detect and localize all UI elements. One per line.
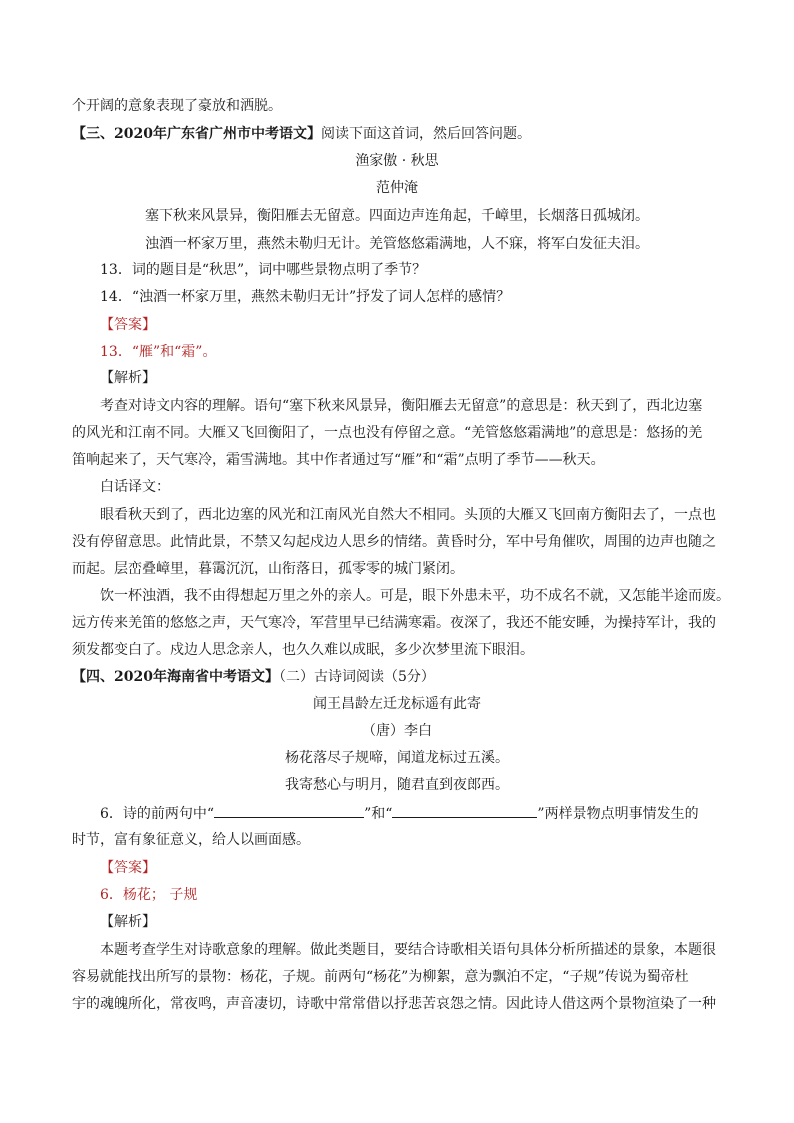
question-6-continued: 时节，富有象征意义，给人以画面感。 xyxy=(72,832,310,848)
poem-title: 渔家傲 · 秋思 xyxy=(355,153,439,169)
translation-text: 眼看秋天到了，西北边塞的风光和江南风光自然大不相同。头顶的大雁又飞回南方衡阳去了，一点也 xyxy=(100,507,716,523)
section-heading xyxy=(72,124,531,144)
poem-title: 闻王昌龄左迁龙标遥有此寄 xyxy=(313,696,481,712)
answer-blank-1[interactable] xyxy=(214,803,364,818)
question-14: 14．“浊酒一杯家万里，燕然未勒归无计”抒发了词人怎样的感情？ xyxy=(100,289,511,305)
poem-verse: 塞下秋来风景异，衡阳雁去无留意。四面边声连角起，千嶂里，长烟落日孤城闭。 xyxy=(145,208,649,224)
poem-verse: 浊酒一杯家万里，燕然未勒归无计。羌管悠悠霜满地，人不寐，将军白发征夫泪。 xyxy=(145,236,649,252)
question-13: 13．词的题目是“秋思”，词中哪些景物点明了季节？ xyxy=(100,262,427,278)
analysis-text: 考查对诗文内容的理解。语句“塞下秋来风景异，衡阳雁去无留意”的意思是：秋天到了，西北边塞 xyxy=(100,398,703,414)
analysis-text: 笛响起来了，天气寒冷，霜雪满地。其中作者通过写“雁”和“霜”点明了季节——秋天。 xyxy=(72,452,605,468)
answer-label: 【答案】 xyxy=(100,860,156,876)
answer-blank-2[interactable] xyxy=(392,803,537,818)
answer-label: 【答案】 xyxy=(100,317,156,333)
analysis-text: 容易就能找出所写的景物：杨花，子规。前两句“杨花”为柳絮，意为飘泊不定，“子规”传说为蜀帝杜 xyxy=(72,969,689,985)
analysis-text: 本题考查学生对诗歌意象的理解。做此类题目，要结合诗歌相关语句具体分析所描述的景象，本题很 xyxy=(100,942,716,958)
analysis-text: 宇的魂魄所化，常夜鸣，声音凄切，诗歌中常常借以抒悲苦哀怨之情。因此诗人借这两个景物渲染了一种 xyxy=(72,996,716,1012)
question-6: 6．诗的前两句中“ ”和“ ”两样景物点明事情发生的 xyxy=(100,803,699,824)
poem-author: （唐）李白 xyxy=(362,723,432,739)
translation-text: 没有停留意思。此情此景，不禁又勾起戍边人思乡的情绪。黄昏时分，军中号角催吹，周围的边声也随之 xyxy=(72,534,716,550)
translation-text: 远方传来羌笛的悠悠之声，天气寒冷，军营里早已结满寒霜。夜深了，我还不能安睡，为操持军计，我的 xyxy=(72,615,716,631)
poem-verse: 杨花落尽子规啼，闻道龙标过五溪。 xyxy=(285,750,509,766)
analysis-text: 的风光和江南不同。大雁又飞回衡阳了，一点也没有停留之意。“羌管悠悠霜满地”的意思是：悠扬的羌 xyxy=(72,425,703,441)
answer-text: 13．“雁”和“霜”。 xyxy=(100,344,217,360)
section-heading xyxy=(72,667,435,687)
translation-text: 而起。层峦叠嶂里，暮霭沉沉，山衔落日，孤零零的城门紧闭。 xyxy=(72,561,464,577)
analysis-label: 【解析】 xyxy=(100,914,156,930)
poem-author: 范仲淹 xyxy=(376,180,418,196)
translation-label: 白话译文： xyxy=(100,479,170,495)
translation-text: 饮一杯浊酒，我不由得想起万里之外的亲人。可是，眼下外患未平，功不成名不就，又怎能半途而废。 xyxy=(100,588,730,604)
translation-text: 须发都变白了。戍边人思念亲人，也久久难以成眠，多少次梦里流下眼泪。 xyxy=(72,642,534,658)
section-source: 【四、2020年海南省中考语文】 xyxy=(72,669,279,685)
section-instruction: 阅读下面这首词，然后回答问题。 xyxy=(320,126,531,142)
text-line: 个开阔的意象表现了豪放和洒脱。 xyxy=(72,98,282,114)
section-instruction: （二）古诗词阅读（5分） xyxy=(278,669,435,685)
section-source: 【三、2020年广东省广州市中考语文】 xyxy=(72,126,321,142)
poem-verse: 我寄愁心与明月，随君直到夜郎西。 xyxy=(285,777,509,793)
analysis-label: 【解析】 xyxy=(100,370,156,386)
answer-text: 6．杨花； 子规 xyxy=(100,887,198,903)
